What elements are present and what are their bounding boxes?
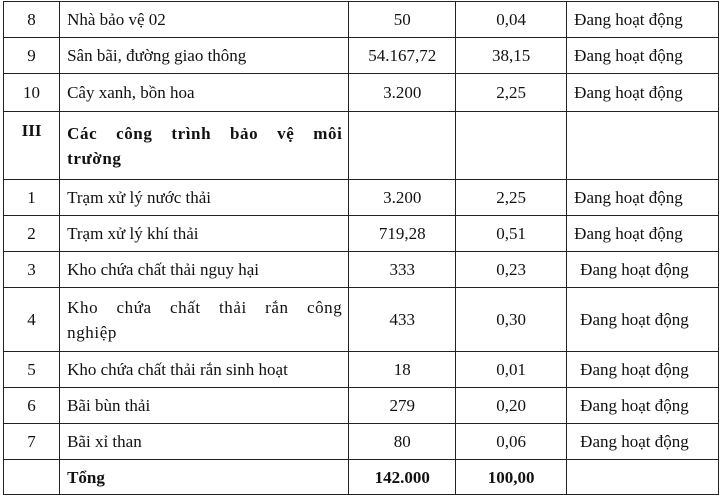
total-label: Tổng [60,460,349,495]
table-row [4,388,719,424]
area-value: 719,28 [349,216,456,252]
row-number: 4 [4,288,60,352]
table-row [4,74,719,112]
status-text: Đang hoạt động [567,38,719,74]
percent-value: 0,04 [456,2,567,38]
section-title: Các công trình bảo vệ môi trường [60,112,349,180]
item-name: Bãi bùn thải [60,388,349,424]
table-row [4,38,719,74]
percent-value: 38,15 [456,38,567,74]
table-row [4,424,719,460]
status-text: Đang hoạt động [567,180,719,216]
status-text: Đang hoạt động [567,252,719,288]
area-value: 333 [349,252,456,288]
item-name: Trạm xử lý nước thải [60,180,349,216]
status-text: Đang hoạt động [567,288,719,352]
status-text: Đang hoạt động [567,216,719,252]
percent-value: 0,30 [456,288,567,352]
row-number: 5 [4,352,60,388]
total-row [4,460,719,495]
area-value: 433 [349,288,456,352]
status-text [567,112,719,180]
area-value: 80 [349,424,456,460]
status-text: Đang hoạt động [567,388,719,424]
area-value: 3.200 [349,180,456,216]
percent-value: 2,25 [456,74,567,112]
section-number: III [4,112,60,180]
table-row [4,288,719,352]
area-value [349,112,456,180]
table-row [4,216,719,252]
total-number [4,460,60,495]
row-number: 8 [4,2,60,38]
percent-value: 0,23 [456,252,567,288]
status-text: Đang hoạt động [567,424,719,460]
percent-value: 0,01 [456,352,567,388]
percent-value: 0,20 [456,388,567,424]
area-value: 18 [349,352,456,388]
section-header-row [4,112,719,180]
row-number: 10 [4,74,60,112]
table-row [4,352,719,388]
item-name: Trạm xử lý khí thải [60,216,349,252]
item-name: Kho chứa chất thải rắn sinh hoạt [60,352,349,388]
item-name: Bãi xỉ than [60,424,349,460]
total-percent: 100,00 [456,460,567,495]
area-value: 3.200 [349,74,456,112]
status-text: Đang hoạt động [567,352,719,388]
percent-value [456,112,567,180]
table-row [4,252,719,288]
percent-value: 0,06 [456,424,567,460]
table-row [4,180,719,216]
item-name: Kho chứa chất thải rắn công nghiệp [60,288,349,352]
row-number: 9 [4,38,60,74]
item-name: Nhà bảo vệ 02 [60,2,349,38]
row-number: 6 [4,388,60,424]
land-use-table [3,1,719,495]
item-name: Cây xanh, bồn hoa [60,74,349,112]
percent-value: 2,25 [456,180,567,216]
area-value: 50 [349,2,456,38]
area-value: 54.167,72 [349,38,456,74]
row-number: 3 [4,252,60,288]
item-name: Sân bãi, đường giao thông [60,38,349,74]
percent-value: 0,51 [456,216,567,252]
status-text: Đang hoạt động [567,74,719,112]
row-number: 7 [4,424,60,460]
table-row [4,2,719,38]
row-number: 2 [4,216,60,252]
status-text: Đang hoạt động [567,2,719,38]
total-status [567,460,719,495]
area-value: 279 [349,388,456,424]
item-name: Kho chứa chất thải nguy hại [60,252,349,288]
total-area: 142.000 [349,460,456,495]
row-number: 1 [4,180,60,216]
